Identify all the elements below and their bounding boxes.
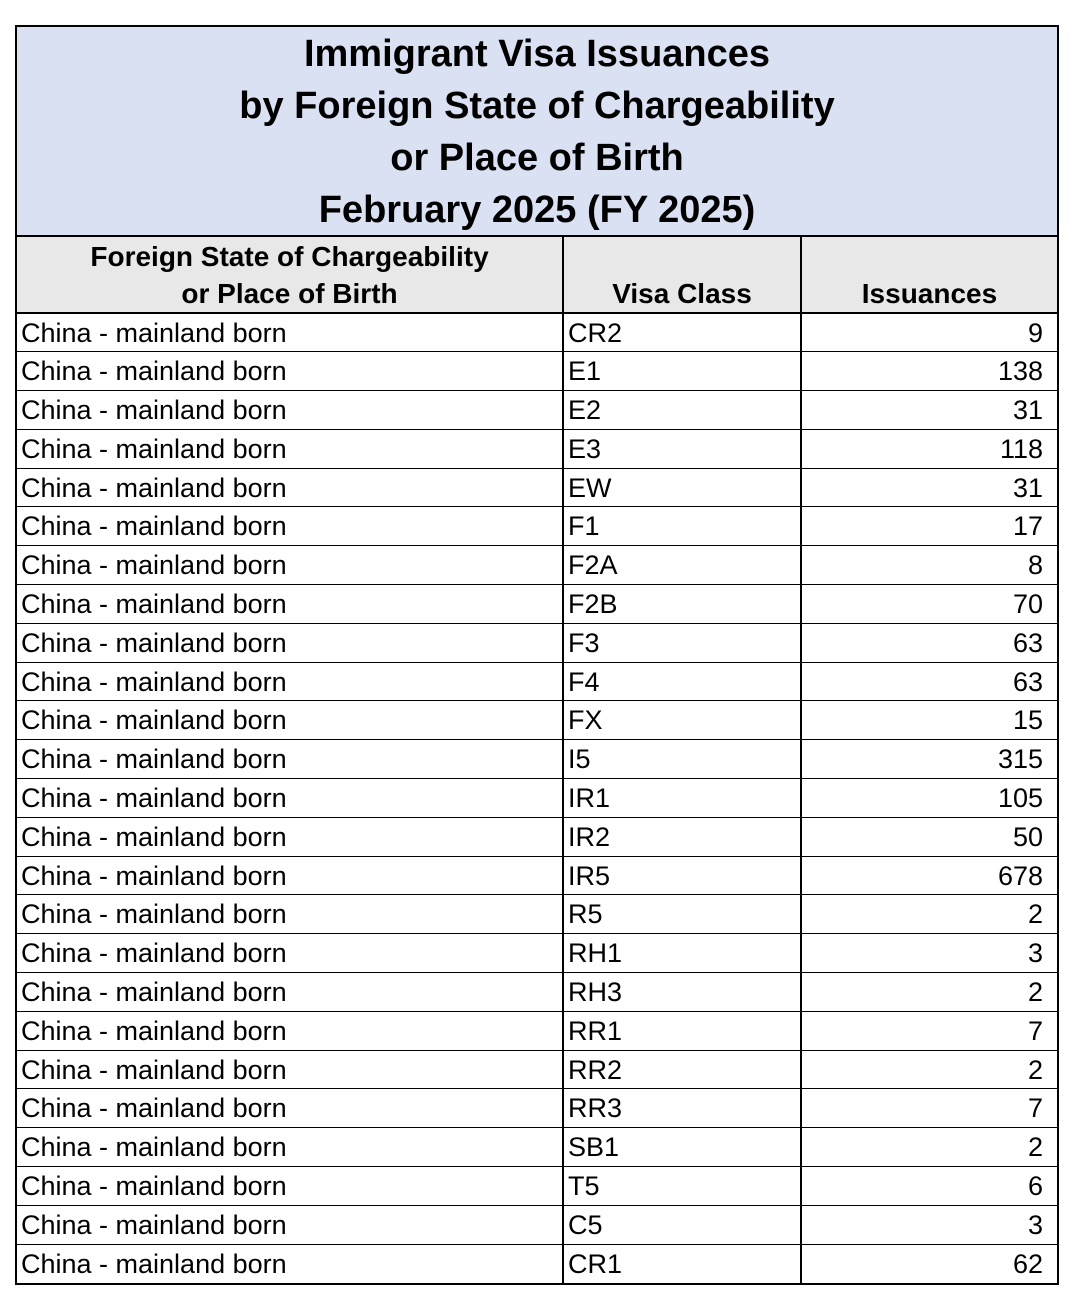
cell-issuances: 678 [801,856,1057,895]
table-row [17,507,1057,546]
cell-state: China - mainland born [17,779,563,818]
table-row [17,468,1057,507]
cell-state: China - mainland born [17,585,563,624]
cell-issuances: 50 [801,817,1057,856]
cell-issuances: 62 [1012,1248,1043,1279]
title-line-4: February 2025 (FY 2025) [318,189,756,231]
title-line-2: by Foreign State of Chargeability [239,85,835,127]
table-row [17,817,1057,856]
cell-visa-class: F2B [563,585,801,624]
cell-visa-class: IR5 [563,856,801,895]
table-row [17,856,1057,895]
cell-state: China - mainland born [17,1205,563,1244]
table-row [17,895,1057,934]
cell-state: China - mainland born [17,1050,563,1089]
cell-visa-class: T5 [563,1167,801,1206]
cell-state: China - mainland born [17,1128,563,1167]
cell-issuances: 3 [801,1205,1057,1244]
cell-issuances: 8 [801,546,1057,585]
cell-issuances: 138 [801,352,1057,391]
issuance-table [17,237,1057,1283]
cell-state: China - mainland born [17,468,563,507]
cell-visa-class: F3 [563,623,801,662]
cell-issuances: 6 [801,1167,1057,1206]
table-row [17,1011,1057,1050]
table-row [17,313,1057,352]
cell-state: China - mainland born [17,391,563,430]
cell-issuances: 3 [801,934,1057,973]
cell-visa-class: SB1 [563,1128,801,1167]
cell-state: China - mainland born [17,352,563,391]
cell-state: China - mainland born [17,701,563,740]
table-row [17,429,1057,468]
cell-state: China - mainland born [17,507,563,546]
cell-visa-class: E2 [563,391,801,430]
header-visa-class: Visa Class [563,237,801,313]
title-line-1: Immigrant Visa Issuances [303,33,771,75]
cell-visa-class: RR1 [563,1011,801,1050]
cell-visa-class: RR2 [563,1050,801,1089]
table-row [17,546,1057,585]
cell-visa-class: FX [563,701,801,740]
cell-issuances: 7 [801,1089,1057,1128]
cell-state: China - mainland born [17,546,563,585]
header-row [17,237,1057,313]
cell-visa-class: F2A [563,546,801,585]
table-row [17,1167,1057,1206]
cell-issuances: 31 [801,391,1057,430]
cell-visa-class: EW [563,468,801,507]
cell-visa-class: E1 [563,352,801,391]
cell-visa-class: CR1 [563,1244,801,1283]
table-row [17,740,1057,779]
cell-issuances: 63 [801,623,1057,662]
cell-state: China - mainland born [17,662,563,701]
table-row [17,1050,1057,1089]
cell-visa-class: IR2 [563,817,801,856]
cell-visa-class: E3 [563,429,801,468]
cell-issuances: 17 [801,507,1057,546]
table-row [17,973,1057,1012]
table-title [17,27,1057,237]
table-body [17,313,1057,1283]
cell-state: China - mainland born [17,973,563,1012]
cell-issuances: 70 [801,585,1057,624]
cell-visa-class: CR2 [563,313,801,352]
cell-issuances: 7 [801,1011,1057,1050]
cell-visa-class: C5 [563,1205,801,1244]
cell-state: China - mainland born [17,623,563,662]
header-state-line-1: Foreign State of Chargeability [90,241,489,272]
cell-issuances: 2 [801,895,1057,934]
cell-state: China - mainland born [17,895,563,934]
cell-visa-class: IR1 [563,779,801,818]
cell-state: China - mainland born [17,1011,563,1050]
cell-state: China - mainland born [17,934,563,973]
cell-issuances: 2 [801,1128,1057,1167]
table-row [17,1244,1057,1283]
cell-visa-class: RH3 [563,973,801,1012]
table-row [17,934,1057,973]
header-state [17,237,563,313]
table-row [17,585,1057,624]
cell-state: China - mainland born [17,313,563,352]
cell-state: China - mainland born [17,1244,563,1283]
table-row [17,1205,1057,1244]
cell-issuances: 118 [801,429,1057,468]
table-row [17,1089,1057,1128]
cell-state: China - mainland born [17,740,563,779]
table-row [17,1128,1057,1167]
table-row [17,701,1057,740]
table-row [17,662,1057,701]
cell-visa-class: I5 [563,740,801,779]
cell-issuances: 105 [801,779,1057,818]
cell-issuances: 2 [801,1050,1057,1089]
cell-state: China - mainland born [17,817,563,856]
cell-issuances: 15 [801,701,1057,740]
cell-visa-class: F4 [563,662,801,701]
cell-state: China - mainland born [17,429,563,468]
table-row [17,352,1057,391]
cell-issuances: 63 [801,662,1057,701]
table-row [17,391,1057,430]
visa-issuance-table-sheet [15,25,1059,1285]
cell-state: China - mainland born [17,856,563,895]
title-line-3: or Place of Birth [390,137,684,179]
cell-visa-class: RH1 [563,934,801,973]
table-row [17,623,1057,662]
cell-issuances: 31 [801,468,1057,507]
table-row [17,779,1057,818]
header-issuances: Issuances [801,237,1057,313]
cell-state: China - mainland born [17,1167,563,1206]
cell-visa-class: F1 [563,507,801,546]
cell-issuances: 2 [801,973,1057,1012]
cell-visa-class: RR3 [563,1089,801,1128]
cell-issuances: 9 [801,313,1057,352]
cell-visa-class: R5 [563,895,801,934]
cell-issuances: 315 [801,740,1057,779]
cell-state: China - mainland born [17,1089,563,1128]
header-state-line-2: or Place of Birth [181,278,398,309]
